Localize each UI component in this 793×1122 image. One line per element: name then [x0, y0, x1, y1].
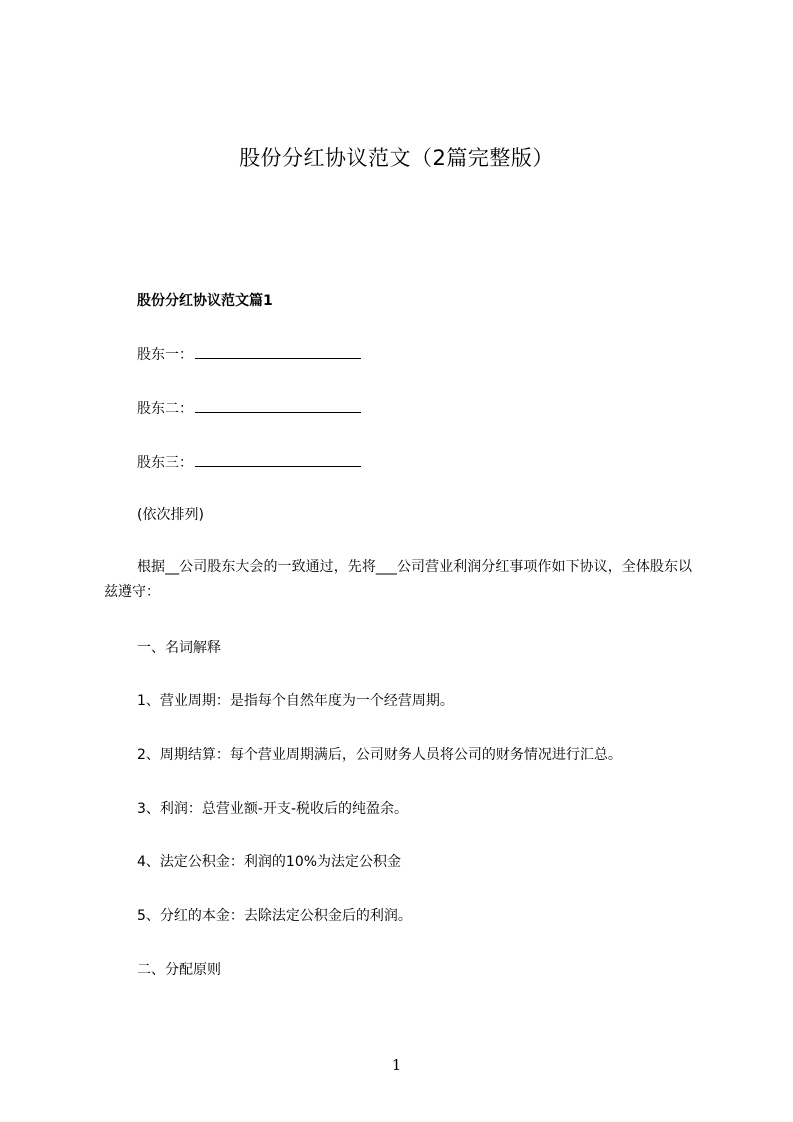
shareholder-label: 股东一： — [137, 347, 193, 363]
shareholder-label: 股东三： — [137, 455, 193, 471]
order-note: (依次排列) — [137, 507, 204, 523]
page-number: 1 — [391, 1056, 402, 1074]
definition-item: 5、分红的本金：去除法定公积金后的利润。 — [137, 908, 412, 924]
shareholder-line — [137, 452, 361, 473]
document-title: 股份分红协议范文（2篇完整版） — [239, 146, 554, 170]
intro-paragraph: 根据__公司股东大会的一致通过，先将___公司营业利润分红事项作如下协议，全体股东以兹遵守： — [104, 559, 692, 600]
definition-item: 4、法定公积金：利润的10%为法定公积金 — [137, 854, 402, 870]
signature-blank — [195, 452, 361, 467]
signature-blank — [195, 398, 361, 413]
definition-item: 3、利润：总营业额-开支-税收后的纯盈余。 — [137, 801, 409, 817]
definition-item: 1、营业周期：是指每个自然年度为一个经营周期。 — [137, 693, 454, 709]
shareholder-label: 股东二： — [137, 401, 193, 417]
shareholder-line — [137, 398, 361, 419]
section-title: 股份分红协议范文篇1 — [137, 293, 273, 309]
shareholder-line — [137, 344, 361, 365]
heading-distribution: 二、分配原则 — [137, 962, 221, 978]
definition-item: 2、周期结算：每个营业周期满后，公司财务人员将公司的财务情况进行汇总。 — [137, 747, 622, 763]
heading-definitions: 一、名词解释 — [137, 640, 221, 656]
signature-blank — [195, 344, 361, 359]
